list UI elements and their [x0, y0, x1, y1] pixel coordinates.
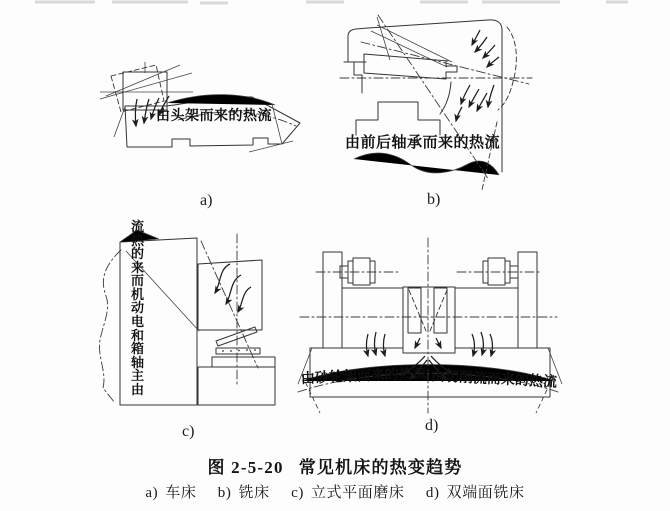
heat-arrows-b — [456, 30, 499, 121]
figure-number: 图 2-5-20 — [207, 458, 284, 477]
heat-flow-label-bearings: 由前后轴承而来的热流 — [345, 135, 501, 151]
figure-caption — [0, 453, 670, 478]
left-cutter — [408, 288, 421, 333]
heat-flow-label-headstock: 由头架而来的热流 — [156, 109, 272, 124]
subcaption-item-b: b) 铣床 — [217, 485, 270, 501]
panel-label-b: b) — [427, 191, 441, 208]
deformed-column-curve — [498, 27, 516, 110]
saddle — [212, 357, 275, 367]
bearing-bracket-steps — [344, 62, 366, 93]
stepped-base — [356, 102, 440, 135]
heat-flow-label-spindlebox-motor: 流 热 的 来 而 机 动 电 和 箱 轴 主 由 — [130, 219, 144, 397]
figure-subcaption — [0, 481, 670, 502]
panel-b-milling-drawing — [340, 15, 532, 190]
heat-flow-label-wheelhead: 由砂轮架而来的热流 — [300, 366, 428, 387]
heat-flow-label-cutting: 由切削流而来的热流 — [430, 369, 558, 391]
tilted-centerline — [378, 15, 489, 180]
grinder-base — [198, 367, 275, 405]
right-upright — [518, 252, 537, 348]
panel-label-d: d) — [425, 417, 439, 434]
panel-a-lathe-drawing — [100, 62, 300, 152]
left-upright — [323, 252, 342, 348]
deformed-column-outline — [99, 250, 121, 403]
left-motor — [340, 258, 375, 285]
right-motor — [483, 258, 518, 285]
deformed-edge — [377, 17, 390, 60]
subcaption-item-a: a) 车床 — [145, 485, 197, 501]
figure-title: 常见机床的热变趋势 — [298, 458, 463, 477]
deformed-column-slant — [482, 122, 497, 190]
tilted-axis-lines — [100, 65, 192, 99]
subcaption-item-c: c) 立式平面磨床 — [291, 485, 405, 501]
spindle-housing — [364, 54, 448, 79]
heat-arrows-c — [215, 264, 251, 312]
bed-left-tilt — [114, 107, 125, 137]
break-wave-line — [354, 153, 499, 175]
tilted-head-axis — [201, 241, 258, 368]
panel-c-grinder-drawing — [99, 230, 275, 405]
panel-label-a: a) — [200, 192, 213, 209]
subcaption-item-d: d) 双端面铣床 — [425, 485, 525, 501]
page-top-text-remnant — [35, 2, 628, 3]
panel-label-c: c) — [182, 423, 195, 440]
